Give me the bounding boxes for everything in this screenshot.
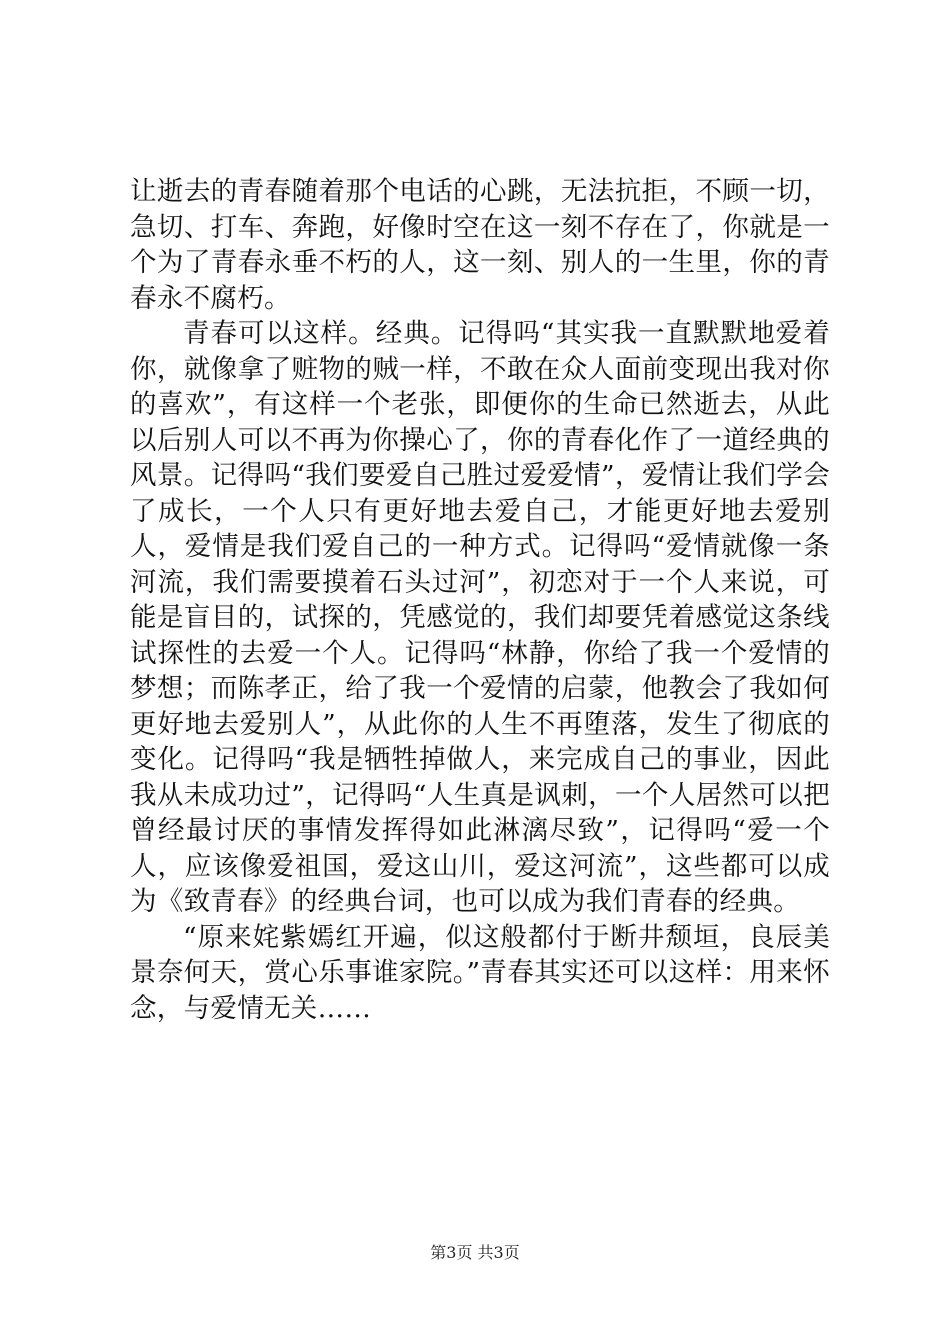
paragraph-3: “原来姹紫嫣红开遍，似这般都付于断井颓垣，良辰美景奈何天，赏心乐事谁家院。”青春其实还可以这样：用来怀念，与爱情无关…… [130,921,830,1024]
document-body [130,174,830,1026]
page-footer: 第3页 共3页 [430,1243,520,1262]
paragraph-2: 青春可以这样。经典。记得吗“其实我一直默默地爱着你，就像拿了赃物的贼一样，不敢在众人面前变现出我对你的喜欢”，有这样一个老张，即便你的生命已然逝去，从此以后别人可以不再为你操心了，你的青春化作了一道经典的风景。记得吗“我们要爱自己胜过爱爱情”，爱情让我们学会了成长，一个人只有更好地去爱自己，才能更好地去爱别人，爱情是我们爱自己的一种方式。记得吗“爱情就像一条河流，我们需要摸着石头过河”，初恋对于一个人来说，可能是盲目的，试探的，凭感觉的，我们却要凭着感觉这条线试探性的去爱一个人。记得吗“林静，你给了我一个爱情的梦想；而陈孝正，给了我一个爱情的启蒙，他教会了我如何更好地去爱别人”，从此你的人生不再堕落，发生了彻底的变化。记得吗“我是牺牲掉做人，来完成自己的事业，因此我从未成功过”，记得吗“人生真是讽刺，一个人居然可以把曾经最讨厌的事情发挥得如此淋漓尽致”，记得吗“爱一个人，应该像爱祖国，爱这山川，爱这河流”，这些都可以成为《致青春》的经典台词，也可以成为我们青春的经典。 [130,318,830,917]
paragraph-1: 让逝去的青春随着那个电话的心跳，无法抗拒，不顾一切，急切、打车、奔跑，好像时空在这一刻不存在了，你就是一个为了青春永垂不朽的人，这一刻、别人的一生里，你的青春永不腐朽。 [130,176,830,314]
